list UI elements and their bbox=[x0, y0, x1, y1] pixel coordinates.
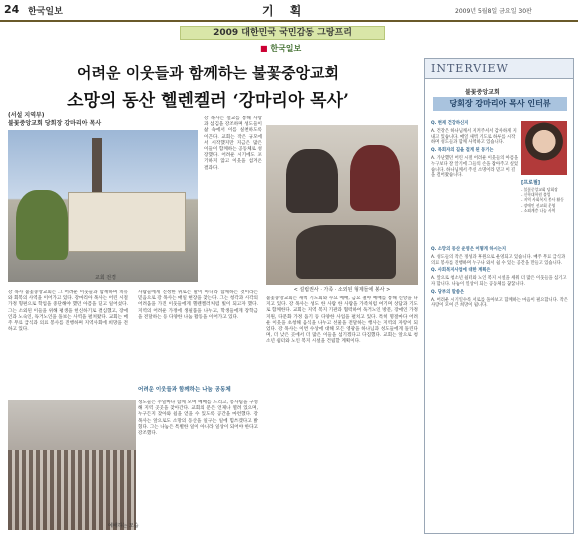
answer: A. 가난했던 어린 시절 어려운 이웃들의 아픔을 누구보다 잘 알기에 그들의 손을 잡아주고 싶었습니다. 하나님께서 주신 소명이라 믿고 이 길을 걸어왔습니다. bbox=[431, 155, 519, 179]
worship-photo-caption: 예배하는 모습 bbox=[108, 523, 139, 529]
profile-text: - 불꽃중앙교회 당회장 - 신학대학원 졸업 - 지역 사회복지 봉사 활동 - 장애인 선교회 운영 - 소외계층 나눔 사역 bbox=[521, 187, 564, 213]
question: Q. 사회복지사업에 대한 계획은 bbox=[431, 268, 491, 274]
church-photo bbox=[8, 130, 198, 282]
newspaper-logo: 한국일보 bbox=[28, 7, 63, 17]
byline-subject: 불꽃중앙교회 당회장 강마리아 목사 bbox=[8, 120, 102, 127]
byline-desk: (서설 지역부) bbox=[8, 112, 45, 119]
article-column: 사람들에게 진정한 위로는 말이 아니라 함께하는 것이라는 믿음으로 강 목사는 매일 현장을 찾는다. 그는 청각과 시각의 어려움을 가진 이웃들에게 헬렌켈러처럼 빛이 되고자 했다. 지역의 어려운 가정에 생필품을 나누고, 학생들에게 장학금을 전달하는 등 다양한 나눔 활동을 이어가고 있다. bbox=[138, 290, 258, 320]
article-column: 강 목사 불꽃중앙교회는 그 어려운 이웃들과 함께하며 치유와 회복의 사역을 이어가고 있다. 강마리아 목사는 어린 시절 가정 형편으로 학업을 중단해야 했던 아픔을 딛고 일어섰다. 그는 소외된 이들을 위해 평생을 헌신하기로 결심했고, 장애인과 노숙인, 독거노인을 돌보는 사역을 펼쳐왔다. 교회는 매주 무료 급식과 의료 봉사를 진행하며 지역사회에 희망을 전하고 있다. bbox=[8, 290, 128, 333]
question: Q. 당부의 말씀은 bbox=[431, 289, 465, 295]
person-figure bbox=[350, 145, 400, 211]
section-title: 기 획 bbox=[262, 4, 308, 18]
congregation-rows bbox=[8, 450, 136, 530]
interview-church: 불꽃중앙교회 bbox=[465, 89, 500, 96]
person-figure bbox=[286, 149, 338, 213]
interview-qa-bottom bbox=[431, 247, 569, 311]
issue-date: 2009년 5월8일 금요일 30판 bbox=[455, 8, 532, 15]
person-figure bbox=[296, 225, 396, 279]
article-column: 강 목사는 설교를 통해 사랑과 섬김을 강조하며 성도들이 삶 속에서 이를 실천하도록 이끈다. 교회는 작은 규모에서 시작했지만 지금은 많은 이들이 함께하는 공동체로 성장했다. 어려운 시기에도 포기하지 않고 이웃을 섬겨온 결과다. bbox=[204, 116, 262, 171]
answer: A. 건강은 하나님께서 지켜주셔서 감사하게 지내고 있습니다. 매일 새벽 기도로 하루를 시작하며 성도들과 함께 사역하고 있습니다. bbox=[431, 128, 517, 146]
byline bbox=[8, 112, 101, 128]
brand-text: 한국일보 bbox=[270, 44, 302, 53]
people-photo-caption: < 설립권사 · 가족 · 소외된 형제들에 봉사 > bbox=[293, 287, 391, 293]
answer: A. 어려운 시기일수록 서로를 돌아보고 함께하는 마음이 필요합니다. 작은 사랑이 모여 큰 희망이 됩니다. bbox=[431, 297, 568, 309]
question: Q. 목회자의 길을 걸게 된 동기는 bbox=[431, 148, 494, 154]
people-photo bbox=[266, 125, 418, 285]
tree-shape bbox=[16, 190, 68, 260]
interview-header: INTERVIEW bbox=[425, 59, 573, 79]
article-column: 성도들은 주일마다 함께 모여 예배를 드리고, 봉사팀을 구성해 지역 곳곳을 찾아간다. 교회의 문은 언제나 열려 있으며, 누구든지 찾아와 쉼을 얻을 수 있도록 공간을 마련했다. 강 목사는 앞으로도 소망의 동산을 일구는 일에 힘쓰겠다고 밝혔다. 그는 나눔은 특별한 일이 아니라 일상이 되어야 한다고 강조했다. bbox=[138, 400, 258, 437]
church-building bbox=[68, 192, 186, 252]
answer: A. 성도들의 작은 정성과 후원으로 운영되고 있습니다. 매주 무료 급식과 의료 봉사를 진행하며 누구나 와서 쉴 수 있는 공간을 만들고 있습니다. bbox=[431, 254, 566, 266]
answer: A. 앞으로 청소년 쉼터와 노인 복지 시설을 세워 더 많은 이웃들을 섬기고자 합니다. 나눔이 일상이 되는 공동체를 꿈꿉니다. bbox=[431, 276, 567, 287]
pastor-portrait bbox=[521, 121, 567, 175]
article-column: 불꽃중앙교회는 새벽 기도회와 수요 예배, 금요 철야 예배를 통해 신앙을 다지고 있다. 강 목사는 성도 한 사람 한 사람을 가족처럼 여기며 상담과 기도로 함께한다. 교회는 지역 복지 기관과 협력하여 독거노인 방문, 장애인 가정 지원, 다문화 가정 돕기 등 다양한 사업을 펼치고 있다. 특히 명절마다 어려운 이웃을 초청해 음식을 나누고 선물을 전달하는 행사는 지역의 자랑이 되었다. 강 목사는 이번 수상에 대해 모든 영광을 하나님과 성도들에게 돌린다며, 더 낮은 곳에서 더 많은 이들을 섬기겠다고 다짐했다. 교회는 앞으로 청소년 쉼터와 노인 복지 시설을 건립할 계획이다. bbox=[266, 296, 418, 345]
masthead bbox=[0, 0, 578, 22]
interview-title: 당회장 강마리아 목사 인터뷰 bbox=[433, 97, 567, 111]
award-banner: 2009 대한민국 국민감동 그랑프리 bbox=[180, 26, 385, 40]
question: Q. 소망의 동산 운영은 어떻게 하시는지 bbox=[431, 247, 507, 252]
page-number: 24 bbox=[4, 3, 20, 16]
article-subhead: 어려운 이웃들과 함께하는 나눔 공동체 bbox=[138, 387, 231, 393]
headline-line2: 소망의 동산 헬렌켈러 ‘강마리아 목사’ bbox=[67, 91, 349, 111]
interview-qa-top bbox=[431, 121, 519, 181]
worship-photo bbox=[8, 400, 136, 530]
brand-mark-icon: ■ bbox=[260, 44, 271, 53]
headline-line1: 어려운 이웃들과 함께하는 불꽃중앙교회 bbox=[77, 64, 339, 82]
profile-title: [프로필] bbox=[521, 180, 541, 186]
church-photo-caption: 교회 전경 bbox=[95, 275, 116, 281]
question: Q. 현재 건강하신지 bbox=[431, 121, 469, 126]
interview-box bbox=[424, 58, 574, 534]
brand-label bbox=[260, 43, 301, 54]
